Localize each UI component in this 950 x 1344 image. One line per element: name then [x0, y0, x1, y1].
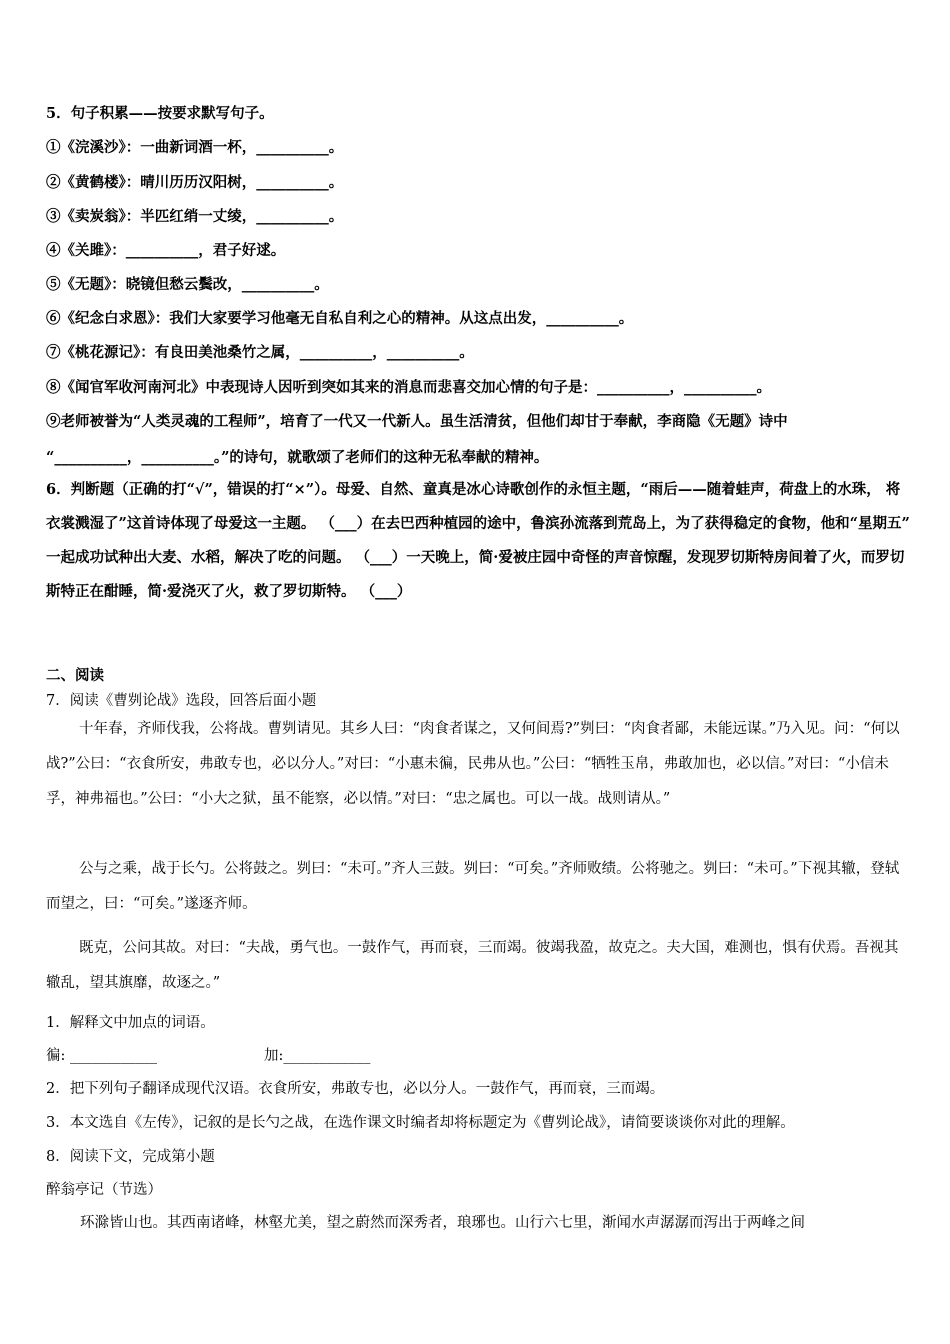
q5-item-9-cont: “__________，__________。”的诗句，就歌颂了老师们的这种无私奉献的精神。: [46, 449, 549, 466]
q5-item-2: ②《黄鹤楼》：晴川历历汉阳树，__________。: [46, 174, 344, 191]
q7-sub-2: 2．把下列句子翻译成现代汉语。衣食所安，弗敢专也，必以分人。一鼓作气，再而衰，三而竭。: [46, 1081, 665, 1097]
q7-sub-1: 1．解释文中加点的词语。: [46, 1015, 215, 1031]
q7-intro: 7．阅读《曹刿论战》选段，回答后面小题: [46, 693, 317, 709]
q5-item-4: ④《关雎》：__________，君子好逑。: [46, 242, 286, 259]
section-heading: 二、阅读: [46, 667, 104, 684]
q5-title: 5．句子积累——按要求默写句子。: [46, 105, 274, 122]
q5-item-1: ①《浣溪沙》：一曲新词酒一杯，__________。: [46, 139, 344, 156]
q5-item-9: ⑨老师被誉为“人类灵魂的工程师”，培育了一代又一代新人。虽生活清贫，但他们却甘于奉献，李商隐《无题》诗中: [46, 413, 788, 430]
q7-paragraph-3: 既克，公问其故。对曰：“夫战，勇气也。一鼓作气，再而衰，三而竭。彼竭我盈，故克之。夫大国，难测也，惧有伏焉。吾视其辙乱，望其旗靡，故逐之。”: [46, 940, 899, 991]
q7-sub-1-blank-a: 徧: ____________: [46, 1048, 157, 1064]
q7-paragraph-1: 十年春，齐师伐我，公将战。曹刿请见。其乡人曰：“肉食者谋之，又何间焉?”刿曰：“肉食者鄙，未能远谋。”乃入见。问：“何以战?”公曰：“衣食所安，弗敢专也，必以分人。”对曰：“小惠未徧，民弗从也。”公曰：“牺牲玉帛，弗敢加也，必以信。”对曰：“小信未孚，神弗福也。”公曰：“小大之狱，虽不能察，必以情。”对曰：“忠之属也。可以一战。战则请从。”: [46, 721, 900, 807]
q5-item-8: ⑧《闻官军收河南河北》中表现诗人因听到突如其来的消息而悲喜交加心情的句子是：__________，__________。: [46, 379, 771, 396]
q8-paragraph: 环滁皆山也。其西南诸峰，林壑尤美，望之蔚然而深秀者，琅琊也。山行六七里，渐闻水声潺潺而泻出于两峰之间: [80, 1215, 805, 1231]
q8-title: 醉翁亭记（节选）: [46, 1182, 162, 1198]
q5-item-6: ⑥《纪念白求恩》：我们大家要学习他毫无自私自利之心的精神。从这点出发，__________。: [46, 310, 634, 327]
q6-text: 6．判断题（正确的打“√”，错误的打“×”）。母爱、自然、童真是冰心诗歌创作的永恒主题，“雨后——随着蛙声，荷盘上的水珠， 将衣裳溅湿了”这首诗体现了母爱这一主题。 （___）在去巴西种植园的途中，鲁滨孙流落到荒岛上，为了获得稳定的食物，他和“星期五” 一起成功试种出大麦、水稻，解决了吃的问题。 （___）一天晚上，简·爱被庄园中奇怪的声音惊醒，发现罗切斯特房间着了火，而罗切斯特正在酣睡，简·爱浇灭了火，救了罗切斯特。 （___）: [46, 481, 910, 600]
q5-item-5: ⑤《无题》：晓镜但愁云鬓改，__________。: [46, 276, 329, 293]
q5-item-3: ③《卖炭翁》：半匹红绡一丈绫，__________。: [46, 208, 344, 225]
q7-sub-1-blank-b: 加:____________: [264, 1048, 371, 1064]
q5-item-7: ⑦《桃花源记》：有良田美池桑竹之属，__________，__________。: [46, 344, 474, 361]
q7-sub-3: 3．本文选自《左传》，记叙的是长勺之战，在选作课文时编者却将标题定为《曹刿论战》，请简要谈谈你对此的理解。: [46, 1115, 795, 1131]
q7-paragraph-2: 公与之乘，战于长勺。公将鼓之。刿曰：“未可。”齐人三鼓。刿曰：“可矣。”齐师败绩。公将驰之。刿曰：“未可。”下视其辙，登轼而望之，曰：“可矣。”遂逐齐师。: [46, 861, 900, 912]
q8-intro: 8．阅读下文，完成第小题: [46, 1149, 215, 1165]
